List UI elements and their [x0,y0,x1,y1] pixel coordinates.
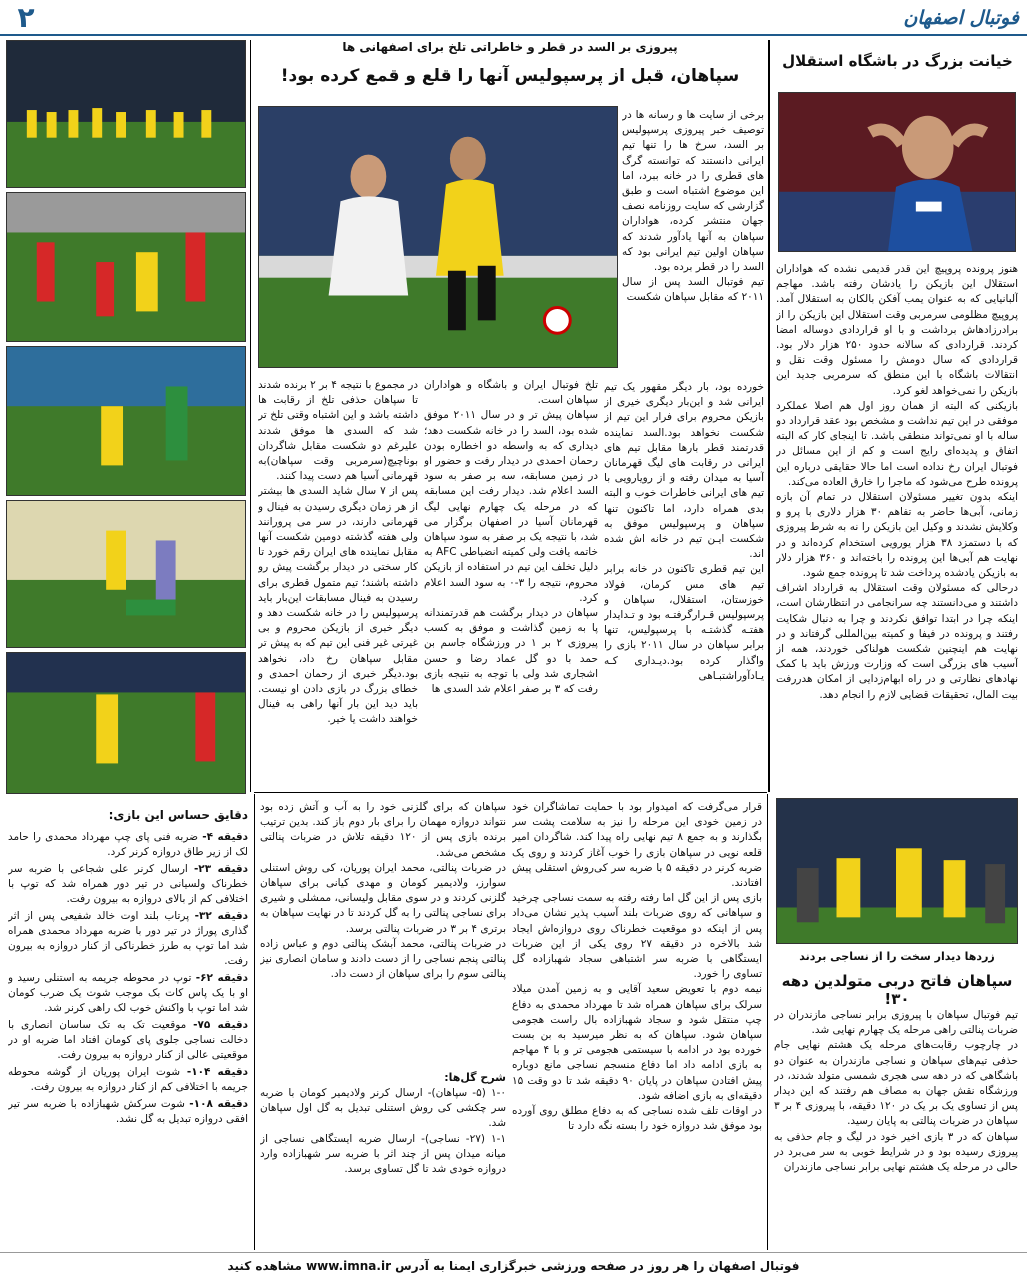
bottom-story-title: سپاهان فاتح دربی متولدین دهه ۳۰! [781,972,1013,1008]
key-moments [8,808,248,1248]
key-moment-text: شوت سرکش شهبازاده با ضربه سر تیر افقی دروازه تبدیل به گل نشد. [8,1098,248,1125]
main-story-title: سپاهان، قبل از پرسپولیس آنها را قلع و قمع کرده بود! [280,66,740,86]
column-divider [768,40,770,792]
key-moment-label: دقیقه ۱۰۴- [186,1066,248,1078]
sepahan-vs-alsadd-photo [258,106,618,368]
key-moment-item [8,909,248,969]
sepahan-players-celebration-photo [6,40,246,188]
penalty-report: سپاهان که برای گلزنی خود را به آب و آتش زده بود نتواند دروازه مهمان را برای بار دوم باز کند. بدین ترتیب برنده بازی پس از ۱۲۰ دقیقه تلاش در ضربات پنالتی مشخص می‌شد. در ضربات پنالتی، محمد ایران پوریان، کی روش استنلی سوارز، ولادیمیر کومان و مهدی کیانی برای سپاهان گلزنی کردند و در سوی مقابل ولیسانی، ممشلی و شیری برای نساجی پنالتی را به گل کردند تا در نهایت سپاهان به برتری ۴ بر ۳ در ضربات پنالتی برسد. در ضربات پنالتی، محمد آبشک پنالتی دوم و عباس زاده پنالتی پنجم نساجی را از دست دادند و سامان انصاری نیز پنالتی سوم را برای سپاهان از دست داد. [260,801,506,981]
page-header [0,0,1027,36]
sepahan-celebration-photo [776,798,1018,944]
key-moment-item [8,1018,248,1063]
main-story-col1-top: برخی از سایت ها و رسانه ها در توصیف خبر پیروزی پرسپولیس بر السد، سرخ ها را تنها تیم ایرانی دانستند که توانسته گرگ های قطری را در خانه ببرد، اما این موضوع اشتباه است و طبق گزارشی که سایت روزنامه نصف جهان منتشر کرده، هواداران سپاهان به آنها یادآور شدند که سپاهان اولین تیم ایرانی بود که السد را در قطر برده بود. تیم فوتبال السد پس از سال ۲۰۱۱ که مقابل سپاهان شکست [622,109,764,304]
main-story-col3: در مجموع با نتیجه ۴ بر ۲ برنده شدند تا سپاهان حذفی تلخ از رقابت ها داشته باشد و این اشتباه وقتی تلخ تر شد که السدی ها موفق شدند علیرغم دو شکست مقابل شاگردان بوناچیچ(سرمربی وقت سپاهان)به قهرمانی آسیا هم دست پیدا کنند. پس از ۷ سال شاید السدی ها بیشتر از هر زمان دیگری رسیدن به فینال و قهرمانی دارند، در سر می پرورانند ولی هفته گذشته دومین شکست آنها مقابل نماینده های ایران رقم خورد تا کار سختی در دیدار برگشت پیش رو داشته باشند؛ تیم متمول قطری برای رسیدن به فینال مسابقات این‌بار باید پرسپولیس را در خانه شکست دهد و دیگر خبری از بازیکن محروم و بی غیرتی غیر فنی این تیم که به پیش تر مقابل سپاهان رخ داد، نخواهد بود.دیگر خبری از رحمان احمدی و خطای بزرگ در بازی دادن او نیست. باید دید این بار آنها راهی به فینال خواهند داشت یا خیر. [258,379,418,726]
bottom-story-col3 [260,800,506,1248]
right-story-body: هنوز پرونده پروپیچ این قدر قدیمی نشده که هواداران استقلال این بازیکن را یادشان رفته باشد. مهاجم آلبانیایی که به عنوان یمب آفکن بالکان به استقلال آمد. پروپیچ مظلومی سرمربی وقت استقلال این بازیکن را از برادرزادهاش برداشت و با او قراردادی دوساله امضا کردند. قراردادی که سالانه حدود ۲۵۰ هزار دلار بود. قراردادی که سال دومش را مسئول وقت نقل و انتقالات باشگاه با این منطق که سرمربی جدید این بازیکن را نمی‌خواهد لغو کرد. بازیکنی که البته از همان روز اول هم اصلا عملکرد موفقی در این تیم نداشت و مشخص بود عقد قرارداد دو ساله با او نمی‌تواند منطقی باشد. تا اینجای کار که البته اتفاق و پدیده‌ای رایج است و کم از این مسائل در فوتبال ایران رخ نداده است اما حالا حقایقی درباره این پرونده طرح می‌شود که ماجرا را خارق العاده می‌کند. اینکه بدون تغییر مسئولان استقلال در تمام آن بازه زمانی، آبی‌ها حاضر به تفاهم ۳۰ هزار دلاری با پرو و وکلایش نشدند و وکیل این بازیکن را نه به شرط پیروزی که با دستمزد ۳۸ هزار یورویی استخدام کرده‌اند و در نهایت هم آبی‌ها این پرونده را باخته‌اند و ۳۶۰ هزار دلار به بازیکن یادشده پرداخت شد تا پرونده جمع شود. درحالی که مسئولان وقت استقلال به قرارداد اشراف داشتند و می‌دانستند چه سرانجامی در انتظارشان است، اینکه چرا در ابتدا توافق نکردند و چرا به دنبال شکایت رفتند و پرونده در فیفا و کمیته بین‌المللی گرفتاند و در نهایت هم اینچنین شکست هولناکی خوردند، همه از آسیب های بزرگی است که وزارت ورزش باید با کمک نهادهای نظارتی و در راه ابهام‌زدایی از امکان هدررفت بیت المال، تحقیقات قضایی لازم را انجام دهد. [776,263,1018,701]
column-divider [250,40,251,792]
photo-caption: زردها دیدار سخت را از نساجی بردند [799,950,995,963]
key-moment-item [8,862,248,907]
sepahan-match-action-photo-3 [6,652,246,794]
right-story-title: خیانت بزرگ در باشگاه استقلال [782,52,1013,70]
key-moment-label: دقیقه ۷۵- [193,1019,248,1031]
key-moment-text: ارسال کرنر علی شجاعی با ضربه سر خطرناک ولسیانی در تیر دور همراه شد که توپ با اختلافی کم از بالای دروازه به بیرون رفت. [8,863,248,905]
section-logo: فوتبال اصفهان [903,7,1019,29]
sepahan-match-action-photo-1 [6,346,246,496]
key-moment-item [8,1065,248,1095]
perovic-photo [778,92,1016,252]
key-moments-title: دقایق حساس این بازی: [108,808,248,822]
main-story-kicker: پیروزی بر السد در قطر و خاطراتی تلخ برای اصفهانی ها [342,40,678,54]
goals-title: شرح گل‌ها: [444,1071,506,1084]
sepahan-match-action-photo-2 [6,500,246,648]
main-story-col2: تلخ فوتبال ایران و باشگاه و هواداران سپاهان است. سپاهان پیش تر و در سال ۲۰۱۱ موفق شده بود، السد را در خانه شکست دهد؛ دیداری که به واسطه دو اخطاره بودن رحمان احمدی در دیدار رفت و حضور او در زمین مسابقه، سه بر صفر به سود السد اعلام شد. دیدار رفت این مسابقه که در مرحله یک چهارم نهایی لیگ قهرمانان آسیا در اصفهان برگزار می شد، با نتیجه یک بر صفر به سود سپاهان خاتمه یافت ولی کمیته انضباطی AFC به دلیل تخلف این تیم در استفاده از بازیکن محروم، نتیجه را ۳-۰ به سود السد اعلام کرد. سپاهان در دیدار برگشت هم قدرتمندانه پا به زمین گذاشت و موفق به کسب پیروزی ۲ بر ۱ در ورزشگاه جاسم بن حمد با دو گل عماد رضا و حسن اشجاری شد ولی با توجه به نتیجه بازی رفت که ۳ بر صفر اعلام شد السدی ها [424,379,598,696]
page-number: ۲ [17,1,35,34]
key-moment-text: شوت ایران پوریان از گوشه محوطه جریمه با اختلافی کم از کنار دروازه به بیرون رفت. [8,1066,248,1093]
column-divider [767,794,768,1250]
bottom-story-col2: قرار می‌گرفت که امیدوار بود با حمایت تماشاگران خود در زمین خودی این مرحله را نیز به سلامت پشت سر بگذارند و به جمع ۸ تیم نهایی راه پیدا کند. شاگردان امیر قلعه نویی در سپاهان بازی را خوب آغاز کردند و روی یک ضربه کرنر در دقیقه ۵ با ضربه سر کی‌روش استقلی پیش افتادند. بازی پس از این گل اما رفته رفته به سمت نساجی چرخید و سپاهانی که روی ضربات بلند آسیب پذیر نشان می‌داد پس از اینکه دو موقعیت خطرناک روی دروازه‌اش ایجاد شد بالاخره در دقیقه ۲۷ روی یکی از این ضربات ایستگاهی با ضربه سر اشتباهی سجاد شهبازاده گل تساوی را خورد. نیمه دوم با تعویض سعید آقایی و به زمین آمدن میلاد سرلک برای سپاهان همراه شد تا مهرداد محمدی به دفاع چپ منتقل شود و سجاد شهبازاده بال راست هجومی سپاهان شود. سپاهان که به نظر میرسید به بن بست خورده بود در ادامه با سیستمی هجومی تر و با ۴ مهاجم به بازی ادامه داد اما دفاع منسجم نساجی مانع دوباره پیش افتادن سپاهان در پایان ۹۰ دقیقه شد تا دو وقت ۱۵ دقیقه‌ای به بازی اضافه شود. در اوقات تلف شده نساجی که به دفاع مطلق روی آورده بود موفق شد دروازه خود را بسته نگه دارد تا [512,801,762,1133]
key-moments-list [8,830,248,1127]
key-moment-text: پرتاب بلند اوت خالد شفیعی پس از اثر گذاری پوراژ در تیر دور با ضربه مهرداد محمدی همراه شد اما توپ به طرز خطرناکی از کنار دروازه به بیرون رفت. [8,910,248,967]
bottom-story-body: تیم فوتبال سپاهان با پیروزی برابر نساجی مازندران در ضربات پنالتی راهی مرحله یک چهارم نهایی شد. در چارچوب رقابت‌های مرحله یک هشتم نهایی جام حذفی تیم‌های سپاهان و نساجی مازندران به عنوان دو باشگاهی که در دهه سی هجری شمسی متولد شدند، در ورزشگاه نقش جهان به مصاف هم رفتند که این دیدار پس از تساوی یک بر یک در ۱۲۰ دقیقه، با پیروزی ۴ بر ۳ سپاهان در ضربات پنالتی به پایان رسید. سپاهان که در ۳ بازی اخیر خود در لیگ و جام حذفی به پیروزی رسیده بود و در شرایط خوبی به سر می‌برد در حالی در مرحله یک هشتم نهایی برابر نساجی مازندران [774,1009,1018,1174]
key-moment-text: ضربه فنی پای چپ مهرداد محمدی را حامد لک از زیر طاق دروازه کرنر کرد. [8,831,248,858]
main-story-col1-bottom: خورده بود، بار دیگر مقهور یک تیم ایرانی شد و این‌بار دیگری خیری از بازیکن محروم برای فرار این تیم از شکست نخواهد بود.السد نماینده قدرتمند قطر بارها مقابل تیم های ایرانی در رقابت های لیگ قهرمانان آسیا به میدان رفته و از رویارویی با تیم های ایرانی خاطرات خوب و البته بدی همراه دارد، اما تاکنون تنها سپاهان و پرسپولیس موفق به شکست ایـن تیم در خانه اش شده اند. این تیم قطری تاکنون در خانه برابر تیم های مس کرمان، فولاد خوزستان، استقلال، سپاهان و پرسپولیس قـرارگرفتـه بود و تـدایدار هفتـه گذشتـه با پرسپولیس، تنها برابر سپاهان در سال ۲۰۱۱ بازی را واگذار کرده بود.دیـداری کـه یـادآوراشتبـاهی [604,381,764,682]
goals-description: ۱-۰ (۵- سپاهان)- ارسال کرنر ولادیمیر کومان با ضربه سر چکشی کی روش استنلی تبدیل به گل اول سپاهان شد. ۱-۱ (۲۷- نساجی)- ارسال ضربه ایستگاهی نساجی از میانه میدان پس از چند اثر با ضربه سر شهبازاده وارد دروازه خودی شد تا گل تساوی برسد. [260,1087,506,1176]
column-divider [254,794,255,1250]
key-moment-item [8,1097,248,1127]
key-moment-item [8,830,248,860]
key-moment-label: دقیقه ۴- [202,831,248,843]
key-moment-text: موقعیت تک به تک ساسان انصاری با دخالت نساجی جلوی پای کومان افتاد اما ضربه او در موقعیتی عالی از کنار دروازه به بیرون رفت. [8,1019,248,1061]
key-moment-label: دقیقه ۱۰۸- [189,1098,248,1110]
key-moment-label: دقیقه ۶۲- [195,972,248,984]
footer-banner: فوتبال اصفهان را هر روز در صفحه ورزشی خبرگزاری ایمنا به آدرس www.imna.ir مشاهده کنید [0,1252,1027,1280]
section-divider [254,792,767,793]
sepahan-vs-perspolis-photo [6,192,246,342]
key-moment-label: دقیقه ۲۳- [193,863,248,875]
key-moment-label: دقیقه ۳۲- [194,910,248,922]
key-moment-item [8,971,248,1016]
key-moment-text: توپ در محوطه جریمه به استنلی رسید و او با یک پاس کات بک موجب شوت یک ضرب کومان شد اما توپ با واکنش خوب لک راهی کرنر شد. [8,972,248,1014]
